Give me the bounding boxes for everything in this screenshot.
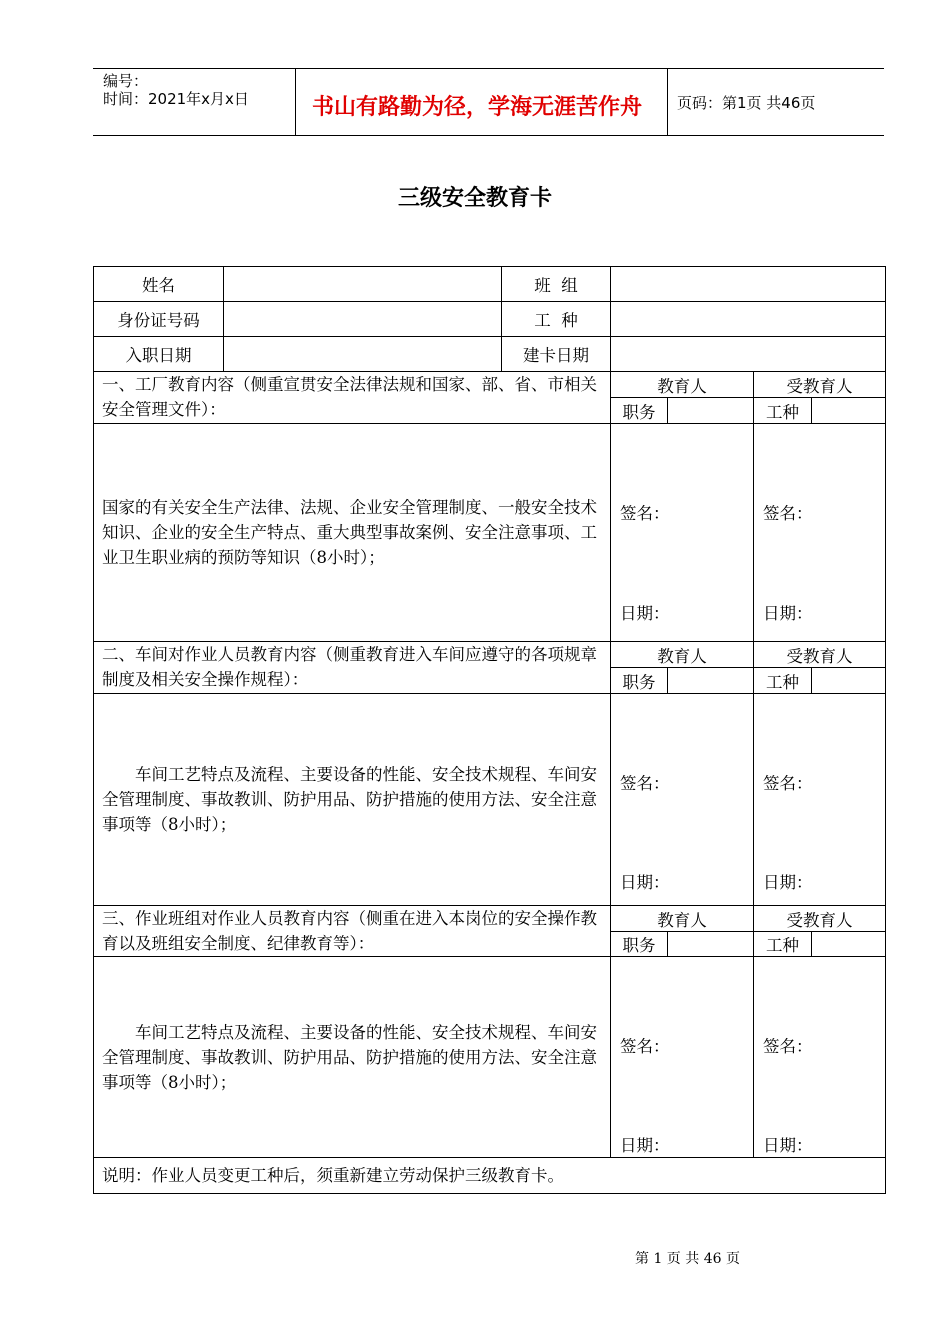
id-number-label: 身份证号码 [94,302,224,337]
section-1-heading: 一、工厂教育内容（侧重宣贯安全法律法规和国家、部、省、市相关安全管理文件）： [94,372,611,424]
section-1-educator-signature-label: 签名： [620,504,670,523]
entry-date-label: 入职日期 [94,337,224,372]
section-1-position-label: 职务 [611,398,668,424]
job-type-field[interactable] [611,302,886,337]
note-row [94,1158,886,1194]
team-label: 班 组 [502,267,611,302]
section-3-heading: 三、作业班组对作业人员教育内容（侧重在进入本岗位的安全操作教育以及班组安全制度、纪律教育等）： [94,906,611,957]
section-2-job-type-field[interactable] [812,668,886,694]
header-top-rule [93,68,884,69]
header-time-label: 时间：2021年x月x日 [103,90,249,108]
section-3-educatee-label: 受教育人 [754,906,886,932]
section-2-educatee-sign-box[interactable] [754,694,886,906]
section-3-position-label: 职务 [611,932,668,957]
section-1-educatee-label: 受教育人 [754,372,886,398]
section-1-content: 国家的有关安全生产法律、法规、企业安全管理制度、一般安全技术知识、企业的安全生产特点、重大典型事故案例、安全注意事项、工业卫生职业病的预防等知识（8小时）； [94,424,611,642]
name-label: 姓名 [94,267,224,302]
header-number-label: 编号： [103,72,149,90]
section-3-position-field[interactable] [668,932,754,957]
section-2-educatee-signature-label: 签名： [763,774,813,793]
id-number-field[interactable] [224,302,502,337]
section-1-educatee-sign-box[interactable] [754,424,886,642]
info-row-date [94,337,886,372]
section-2-educator-date-label: 日期： [620,873,670,892]
team-field[interactable] [611,267,886,302]
section-1-educator-date-label: 日期： [620,604,670,623]
section-3-educator-label: 教育人 [611,906,754,932]
header-page-label: 页码：第1页 共46页 [677,94,816,112]
page-title: 三级安全教育卡 [397,186,552,211]
card-date-field[interactable] [611,337,886,372]
header-divider-left [295,68,296,135]
section-2-educator-label: 教育人 [611,642,754,668]
section-3-job-type-field[interactable] [812,932,886,957]
section-3-educator-sign-box[interactable] [611,957,754,1158]
section-3-educatee-sign-box[interactable] [754,957,886,1158]
section-1-educator-sign-box[interactable] [611,424,754,642]
section-2-educator-sign-box[interactable] [611,694,754,906]
header-motto: 书山有路勤为径，学海无涯苦作舟 [312,95,643,120]
page-footer: 第 1 页 共 46 页 [635,1251,740,1267]
section-3-educatee-date-label: 日期： [763,1136,813,1155]
job-type-label: 工 种 [502,302,611,337]
section-3-educatee-signature-label: 签名： [763,1037,813,1056]
section-1-content-row [94,424,886,642]
section-1-job-type-field[interactable] [812,398,886,424]
header-bottom-rule [93,135,884,136]
section-3-educator-date-label: 日期： [620,1136,670,1155]
section-1-educatee-date-label: 日期： [763,604,813,623]
section-2-educatee-date-label: 日期： [763,873,813,892]
section-2-heading: 二、车间对作业人员教育内容（侧重教育进入车间应遵守的各项规章制度及相关安全操作规程）： [94,642,611,694]
section-3-content: 车间工艺特点及流程、主要设备的性能、安全技术规程、车间安全管理制度、事故教训、防护用品、防护措施的使用方法、安全注意事项等（8小时）； [94,957,611,1158]
section-3-educator-signature-label: 签名： [620,1037,670,1056]
note-text: 说明：作业人员变更工种后，须重新建立劳动保护三级教育卡。 [94,1158,886,1194]
section-2-content-row [94,694,886,906]
name-field[interactable] [224,267,502,302]
section-3-content-row [94,957,886,1158]
entry-date-field[interactable] [224,337,502,372]
section-2-position-field[interactable] [668,668,754,694]
section-3-header-row [94,906,886,932]
section-2-educator-signature-label: 签名： [620,774,670,793]
section-2-header-row [94,642,886,668]
section-2-job-type-label: 工种 [754,668,812,694]
section-3-job-type-label: 工种 [754,932,812,957]
section-1-educatee-signature-label: 签名： [763,504,813,523]
education-card-table [93,266,886,1194]
header-divider-right [667,68,668,135]
section-2-educatee-label: 受教育人 [754,642,886,668]
section-1-header-row [94,372,886,398]
section-2-content: 车间工艺特点及流程、主要设备的性能、安全技术规程、车间安全管理制度、事故教训、防护用品、防护措施的使用方法、安全注意事项等（8小时）； [94,694,611,906]
section-1-job-type-label: 工种 [754,398,812,424]
info-row-name [94,267,886,302]
section-2-position-label: 职务 [611,668,668,694]
section-1-educator-label: 教育人 [611,372,754,398]
card-date-label: 建卡日期 [502,337,611,372]
section-1-position-field[interactable] [668,398,754,424]
info-row-id [94,302,886,337]
